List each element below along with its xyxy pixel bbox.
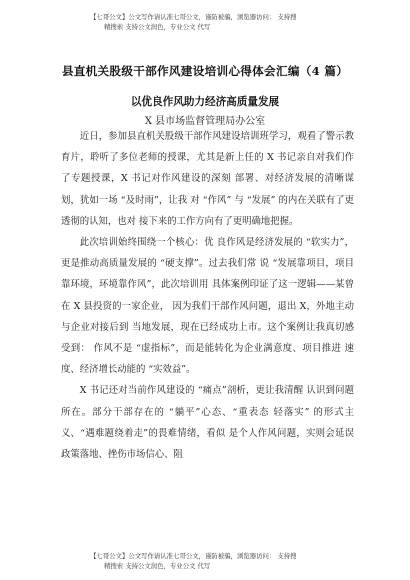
- page-footer: [90, 551, 352, 571]
- paragraph: 近日，参加县直机关股级干部作风建设培训班学习，观看了警示教育片，聆听了多位老师的授课，尤其是新上任的 X 书记亲自对我们作了专题授课，X 书记对作风建设的深刻 部署、对经济发展的清晰谋划，犹如一场 “及时雨”，让我 对 “作风” 与 “发展” 的内在关联有了更透彻的认知，也对 接下来的工作方向有了更明确地把握。: [61, 131, 354, 227]
- header-line-1: 【七哥公文】公文写作请认准七哥公文，谨防被骗，浏览器访问： 支持搜: [90, 13, 297, 21]
- article-body: [61, 126, 354, 465]
- paragraph: 此次培训始终围绕一个核心：优 良作风是经济发展的 “软实力”，更是推动高质量发展的 “硬支撑”。过去我们常 说 “发展靠项目，项目靠环境，环境靠作风”，此次培训用 具体案例印证了这一逻辑——某曾在 X 县投资的一家企业， 因为我们干部作风问题，退出 X，外地主动与企业对接后到 当地发展，现在已经成功上市。这个案例让我真切感受到： 作风不是 “虚指标”，而是能转化为企业满意度、项目推进 速度、经济增长动能的 “实效益”。: [61, 237, 354, 376]
- paragraph: X 书记还对当前作风建设的 “痛点”剖析，更让我清醒 认识到问题所在。部分干部存在的 “躺平”心态、“重表态 轻落实” 的形式主义、“遇难题绕着走”的畏难情绪，看似 是个人作风问题，实则会延误政策落地、挫伤市场信心、阻: [61, 385, 354, 461]
- article-subtitle: 以优良作风助力经济高质量发展: [130, 96, 280, 108]
- header-line-2: 精搜索 支持公文润色，专业公文 代写: [104, 23, 211, 31]
- page-header: [90, 12, 352, 32]
- author-department: X 县市场监督管理局办公室: [144, 116, 266, 127]
- footer-line-2: 精搜索 支持公文润色，专业公文 代写: [104, 562, 211, 570]
- footer-line-1: 【七哥公文】公文写作请认准七哥公文，谨防被骗，浏览器访问： 支持搜: [90, 552, 297, 560]
- document-title: 县直机关股级干部作风建设培训心得体会汇编（4 篇）: [61, 64, 349, 78]
